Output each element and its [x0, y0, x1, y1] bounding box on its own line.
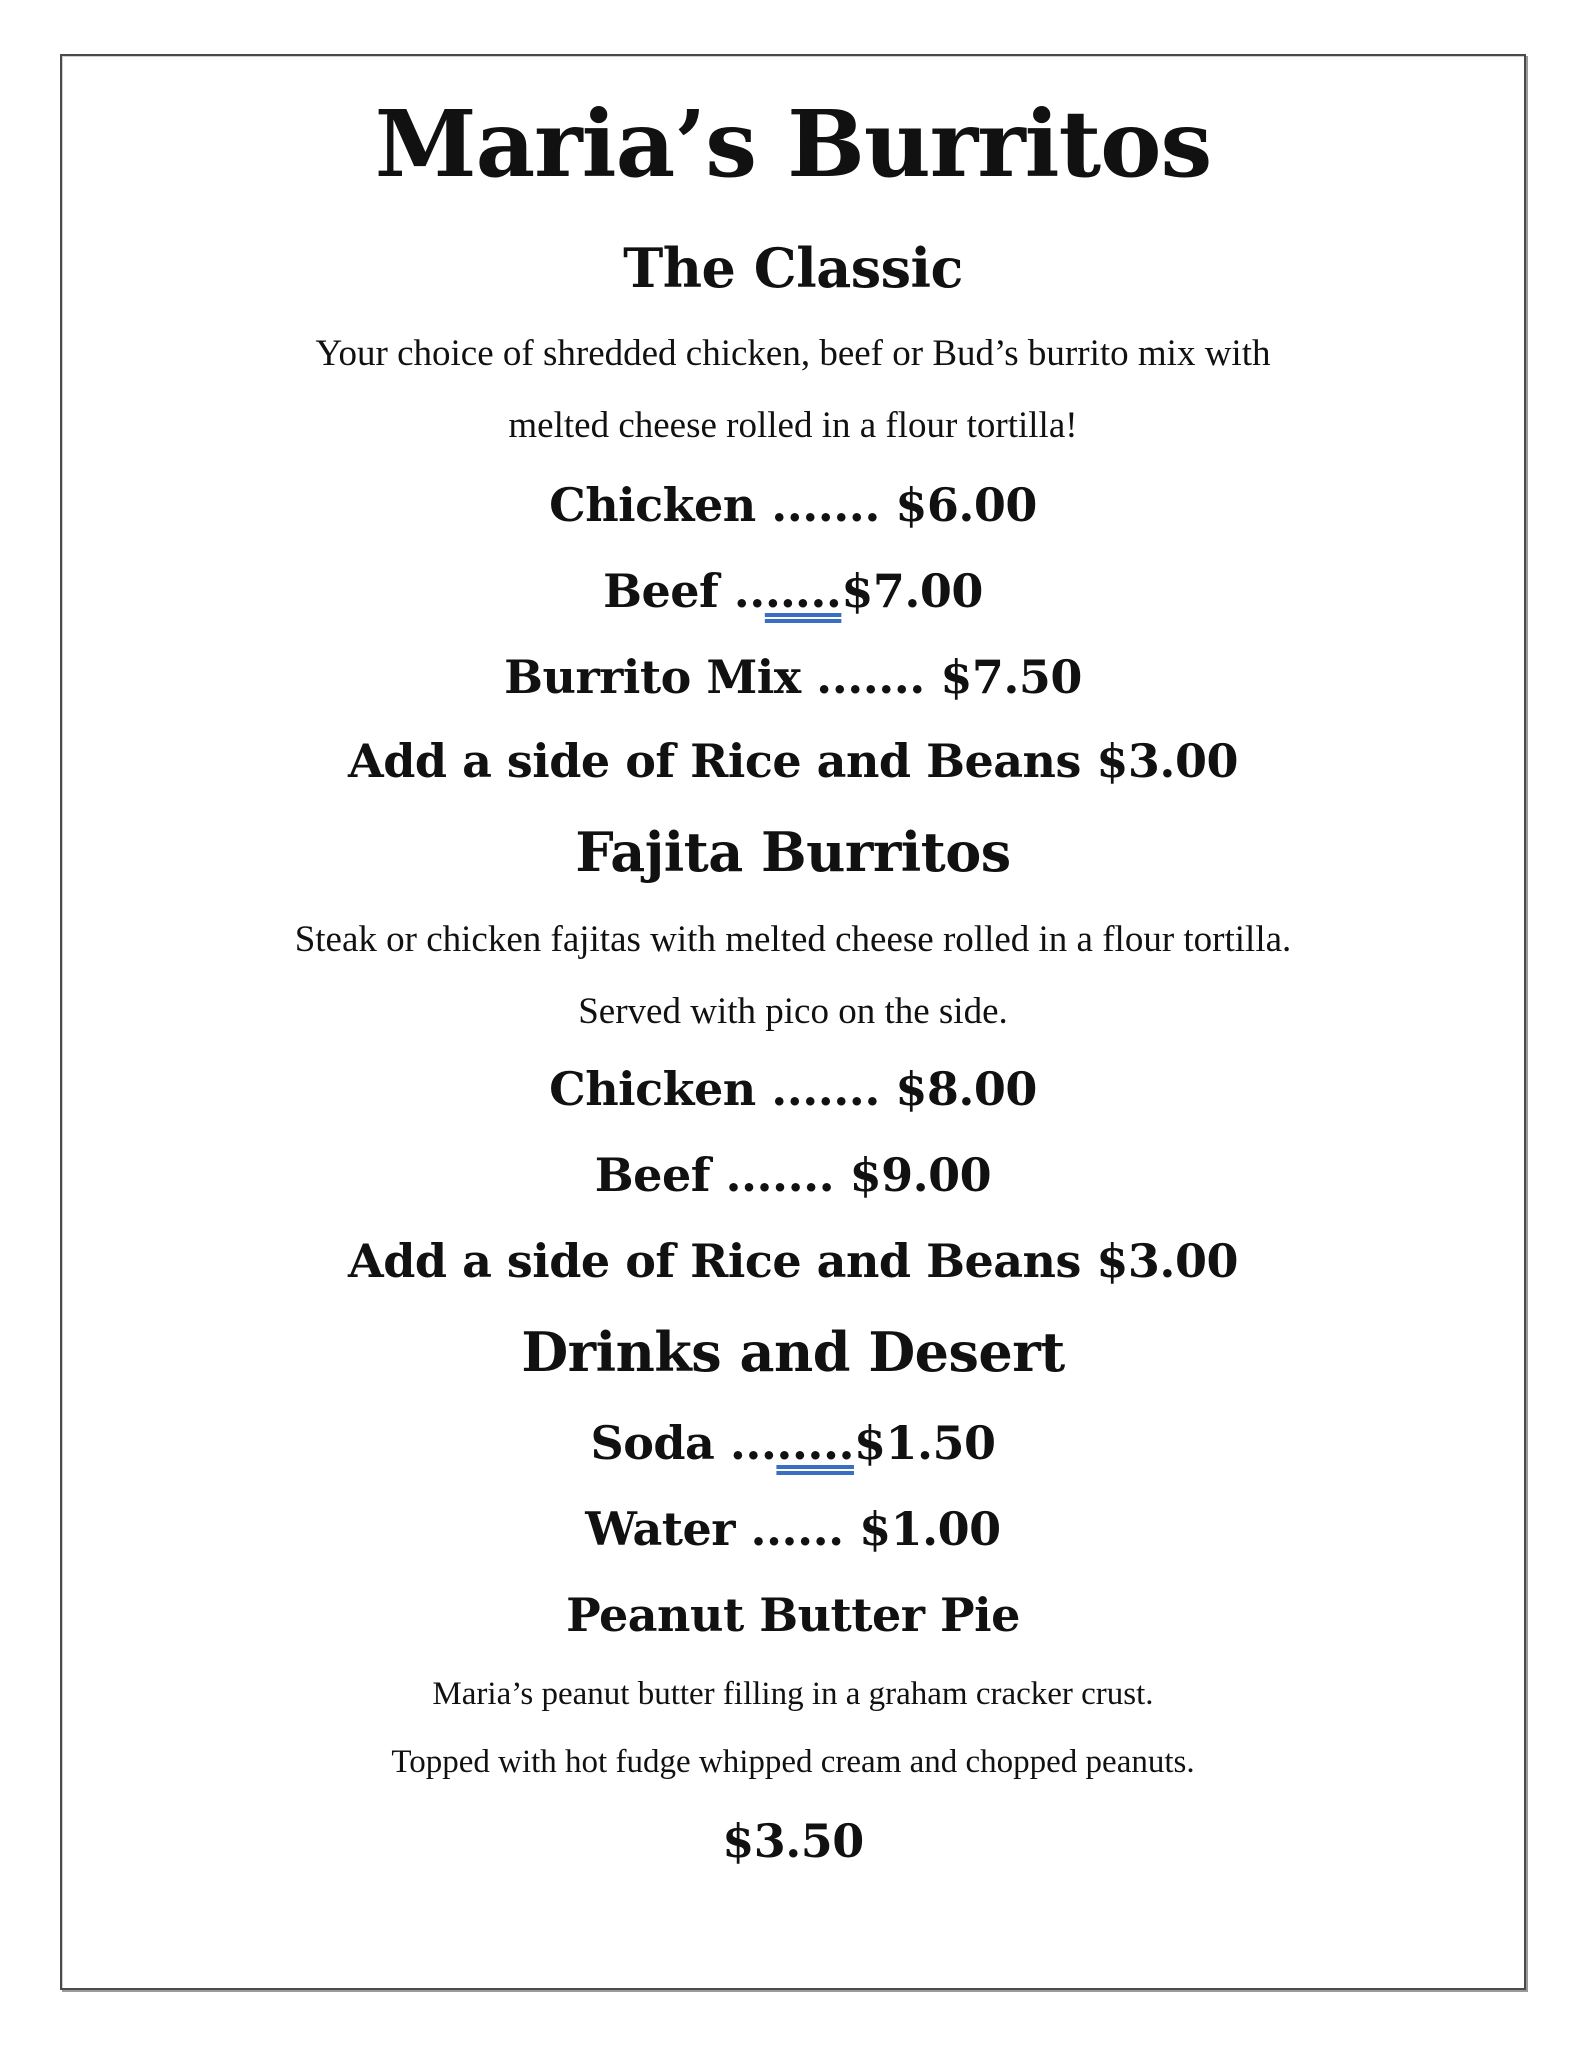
- fajita-description-line2: Served with pico on the side.: [578, 991, 1008, 1032]
- menu-item-water: [62, 1502, 1524, 1556]
- menu-item-classic-burrito-mix: [62, 650, 1524, 704]
- section-heading-drinks: Drinks and Desert: [521, 1320, 1065, 1384]
- item-dots: ..: [718, 564, 765, 618]
- menu-item-peanut-butter-pie: Peanut Butter Pie: [566, 1588, 1020, 1642]
- item-dots: .......: [755, 478, 896, 532]
- fajita-description-line1: Steak or chicken fajitas with melted cheese rolled in a flour tortilla.: [294, 919, 1292, 960]
- menu-item-fajita-beef: [62, 1148, 1524, 1202]
- fajita-side-addon: Add a side of Rice and Beans $3.00: [348, 1234, 1238, 1288]
- menu-title: Maria’s Burritos: [374, 90, 1212, 198]
- spellcheck-marked-dots: …..: [764, 564, 842, 618]
- menu-item-classic-beef: [62, 564, 1524, 618]
- item-name: Chicken: [549, 478, 756, 532]
- menu-item-fajita-chicken: [62, 1062, 1524, 1116]
- pie-price: $3.50: [722, 1814, 864, 1868]
- item-price: $1.50: [853, 1416, 996, 1470]
- item-name: Chicken: [549, 1062, 756, 1116]
- item-price: $6.00: [895, 478, 1037, 532]
- item-dots: ...: [714, 1416, 777, 1470]
- item-name: Beef: [594, 1148, 710, 1202]
- item-price: $1.00: [859, 1502, 1001, 1556]
- menu-page: [60, 54, 1526, 1990]
- item-price: $9.00: [849, 1148, 992, 1202]
- item-name: Burrito Mix: [504, 650, 801, 704]
- section-heading-classic: The Classic: [623, 236, 963, 300]
- item-price: $7.00: [841, 564, 983, 618]
- pie-description-line2: Topped with hot fudge whipped cream and chopped peanuts.: [391, 1744, 1195, 1780]
- item-dots: .......: [800, 650, 941, 704]
- spellcheck-marked-dots: .....: [776, 1416, 854, 1470]
- menu-item-soda: [62, 1416, 1524, 1470]
- item-dots: ......: [735, 1502, 860, 1556]
- section-heading-fajita: Fajita Burritos: [575, 820, 1011, 884]
- item-price: $8.00: [895, 1062, 1037, 1116]
- item-dots: .......: [710, 1148, 850, 1202]
- classic-description-line1: Your choice of shredded chicken, beef or Bud’s burrito mix with: [315, 333, 1271, 374]
- pie-description-line1: Maria’s peanut butter filling in a graham cracker crust.: [432, 1676, 1154, 1712]
- item-name: Beef: [603, 564, 719, 618]
- item-price: $7.50: [940, 650, 1082, 704]
- item-dots: .......: [755, 1062, 896, 1116]
- classic-description-line2: melted cheese rolled in a flour tortilla!: [508, 405, 1078, 446]
- menu-item-classic-chicken: [62, 478, 1524, 532]
- item-name: Soda: [590, 1416, 715, 1470]
- classic-side-addon: Add a side of Rice and Beans $3.00: [348, 734, 1238, 788]
- item-name: Water: [585, 1502, 736, 1556]
